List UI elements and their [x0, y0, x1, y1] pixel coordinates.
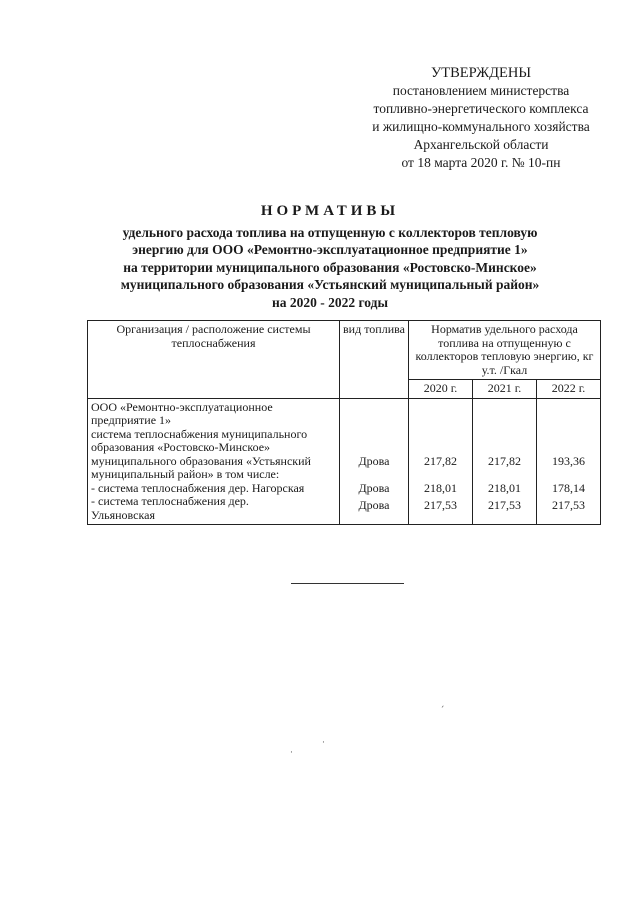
value-2020: 217,82 [423, 453, 457, 468]
organization-cell [88, 398, 340, 525]
header-year-2020: 2020 г. [409, 380, 473, 399]
scan-speck: · [322, 738, 325, 748]
org-line: ООО «Ремонтно-эксплуатационное [91, 399, 273, 414]
value-2022: 217,53 [551, 498, 585, 512]
header-fuel-type: вид топлива [340, 321, 409, 399]
table-row [88, 398, 601, 525]
org-line: Ульяновская [91, 507, 155, 522]
org-line: образования «Ростовско-Минское» [91, 440, 271, 454]
value-2021: 218,01 [487, 480, 521, 495]
scan-speck: · [290, 748, 293, 758]
org-line: предприятие 1» [91, 413, 172, 427]
org-line: - система теплоснабжения дер. [91, 494, 249, 508]
value-2022: 193,36 [551, 453, 585, 468]
fuel-cell [340, 398, 409, 525]
fuel-value: Дрова [358, 453, 390, 468]
end-divider-line [291, 583, 404, 584]
title-line: на 2020 - 2022 годы [271, 294, 389, 310]
header-organization: Организация / расположение системы теплоснабжения [88, 321, 340, 399]
value-2021-cell [472, 398, 536, 525]
org-line: система теплоснабжения муниципального [91, 426, 308, 441]
title-line: удельного расхода топлива на отпущенную с коллекторов тепловую [122, 224, 538, 240]
value-2020: 217,53 [423, 498, 457, 512]
header-year-2022: 2022 г. [536, 380, 600, 399]
value-2020-cell [409, 398, 473, 525]
header-year-2021: 2021 г. [472, 380, 536, 399]
norms-table [87, 320, 601, 525]
table-header-row [88, 321, 601, 380]
value-2020: 218,01 [423, 480, 457, 495]
approval-line: постановлением министерства [392, 83, 570, 98]
approval-date-line: от 18 марта 2020 г. № 10-пн [401, 155, 561, 170]
fuel-value: Дрова [358, 498, 390, 512]
approval-line: Архангельской области [413, 137, 549, 152]
approval-line: и жилищно-коммунального хозяйства [372, 119, 590, 134]
value-2022: 178,14 [551, 480, 585, 495]
header-norm: Норматив удельного расхода топлива на отпущенную с коллекторов тепловую энергию, кг у.т. /Гкал [409, 321, 601, 380]
approval-line: топливно-энергетического комплекса [373, 101, 589, 116]
title-line: на территории муниципального образования «Ростовско-Минское» [123, 259, 537, 275]
value-2021: 217,82 [487, 453, 521, 468]
approval-stamp [345, 64, 617, 172]
title-line: муниципального образования «Устьянский муниципальный район» [120, 277, 540, 292]
fuel-value: Дрова [358, 480, 390, 495]
value-2022-cell [536, 398, 600, 525]
approval-heading: УТВЕРЖДЕНЫ [430, 65, 532, 81]
title-main: НОРМАТИВЫ [260, 203, 400, 219]
value-2021: 217,53 [487, 498, 521, 512]
scan-speck: ´ [440, 706, 445, 716]
title-line: энергию для ООО «Ремонтно-эксплуатационное предприятие 1» [132, 242, 528, 257]
document-title [60, 203, 600, 311]
org-line: муниципальный район» в том числе: [91, 467, 280, 481]
org-line: - система теплоснабжения дер. Нагорская [91, 480, 305, 495]
org-line: муниципального образования «Устьянский [91, 453, 311, 468]
